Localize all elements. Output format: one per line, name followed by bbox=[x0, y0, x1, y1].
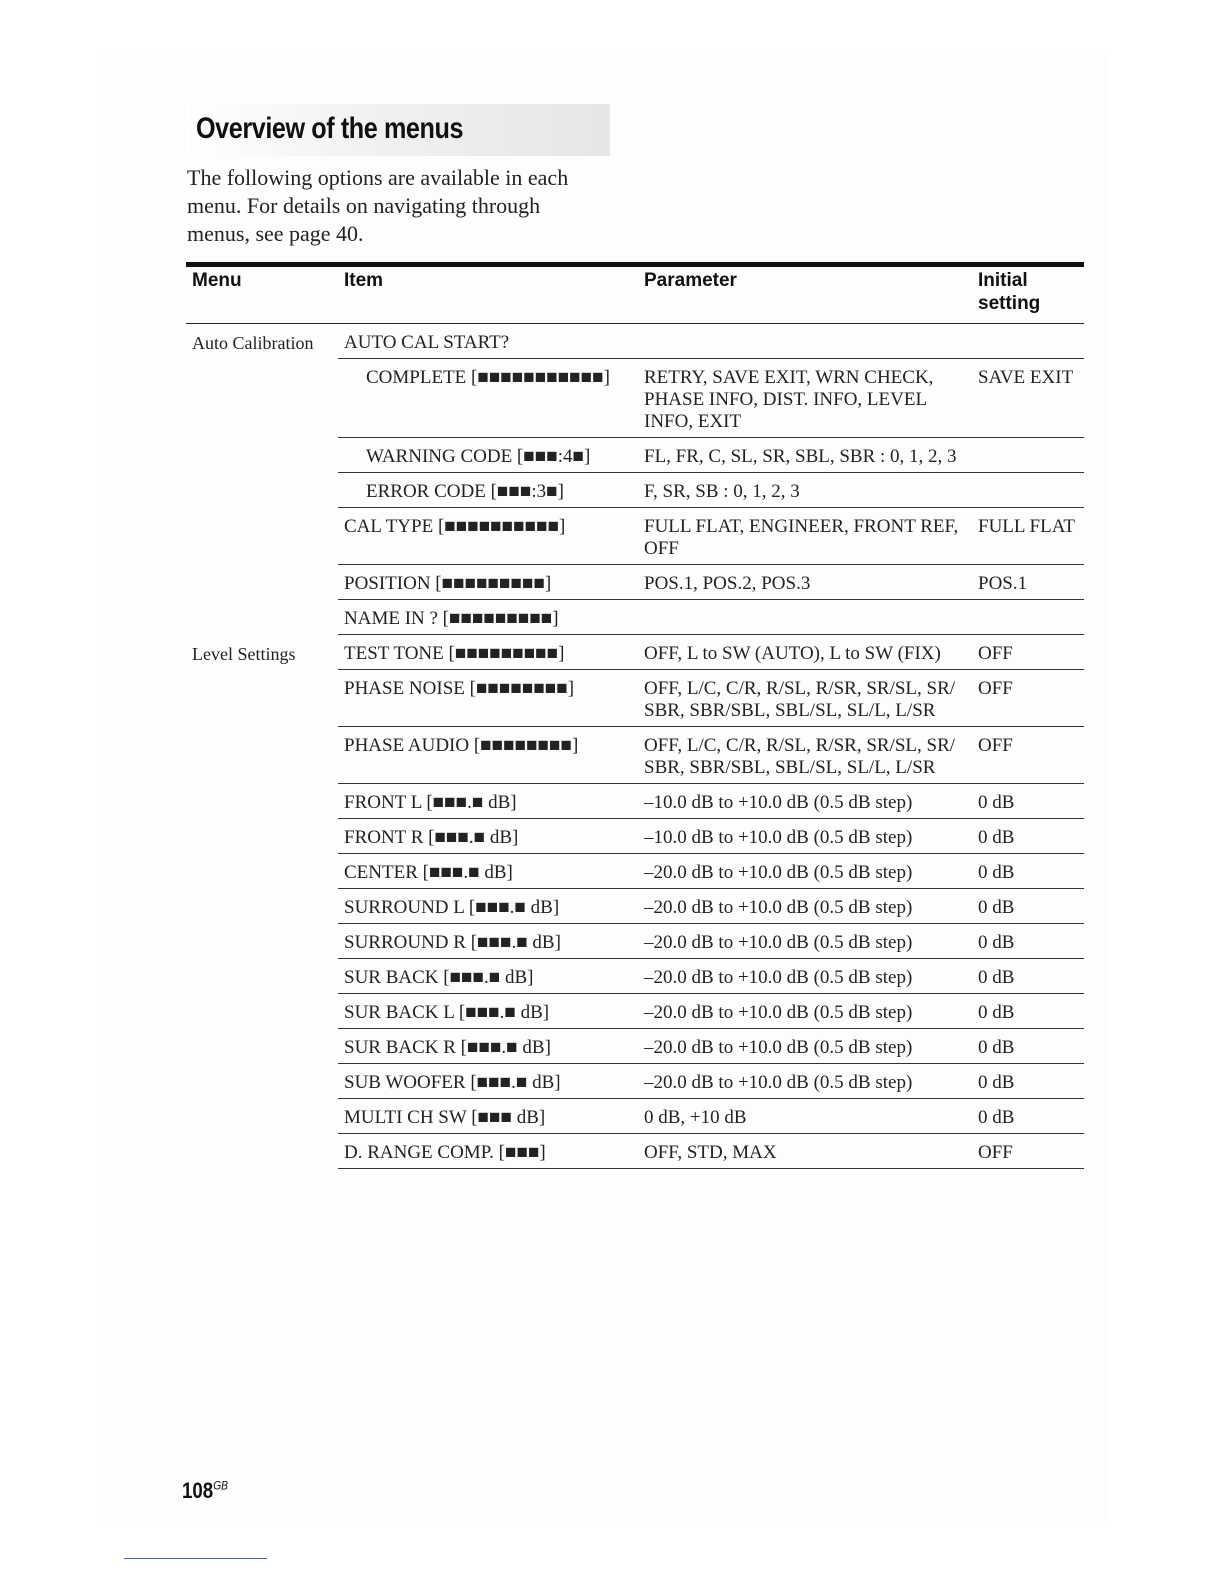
header-initial-setting: Initial setting bbox=[978, 270, 1041, 314]
header-menu: Menu bbox=[192, 270, 242, 291]
table-row bbox=[186, 635, 1084, 670]
item-cell: D. RANGE COMP. [■■■] bbox=[338, 1134, 636, 1169]
parameter-cell: –20.0 dB to +10.0 dB (0.5 dB step) bbox=[636, 924, 976, 959]
parameter-cell: 0 dB, +10 dB bbox=[636, 1099, 976, 1134]
initial-setting-cell: 0 dB bbox=[976, 924, 1084, 959]
item-cell: POSITION [■■■■■■■■■] bbox=[338, 565, 636, 600]
bottom-rule bbox=[124, 1558, 267, 1559]
item-cell: SUR BACK [■■■.■ dB] bbox=[338, 959, 636, 994]
item-cell: COMPLETE [■■■■■■■■■■■] bbox=[338, 359, 636, 438]
parameter-cell: F, SR, SB : 0, 1, 2, 3 bbox=[636, 473, 976, 508]
parameter-cell: FL, FR, C, SL, SR, SBL, SBR : 0, 1, 2, 3 bbox=[636, 438, 976, 473]
initial-setting-cell: 0 dB bbox=[976, 784, 1084, 819]
page-number-suffix: GB bbox=[213, 1478, 228, 1493]
item-cell: ERROR CODE [■■■:3■] bbox=[338, 473, 636, 508]
parameter-cell: OFF, L/C, C/R, R/SL, R/SR, SR/SL, SR/ SBR, SBR/SBL, SBL/SL, SL/L, L/SR bbox=[636, 727, 976, 784]
item-cell: CAL TYPE [■■■■■■■■■■] bbox=[338, 508, 636, 565]
menus-table bbox=[186, 262, 1084, 1169]
item-cell: TEST TONE [■■■■■■■■■] bbox=[338, 635, 636, 670]
initial-setting-cell: OFF bbox=[976, 1134, 1084, 1169]
header-row bbox=[186, 265, 1084, 324]
item-cell: NAME IN ? [■■■■■■■■■] bbox=[338, 600, 636, 635]
initial-setting-cell: OFF bbox=[976, 670, 1084, 727]
intro-paragraph: The following options are available in each menu. For details on navigating through menus, see page 40. bbox=[187, 165, 569, 246]
parameter-cell: –20.0 dB to +10.0 dB (0.5 dB step) bbox=[636, 1064, 976, 1099]
table-body bbox=[186, 324, 1084, 1169]
parameter-cell: POS.1, POS.2, POS.3 bbox=[636, 565, 976, 600]
parameter-cell: –20.0 dB to +10.0 dB (0.5 dB step) bbox=[636, 889, 976, 924]
page-number bbox=[182, 1478, 228, 1504]
parameter-cell: FULL FLAT, ENGINEER, FRONT REF, OFF bbox=[636, 508, 976, 565]
parameter-cell: –10.0 dB to +10.0 dB (0.5 dB step) bbox=[636, 784, 976, 819]
item-cell: AUTO CAL START? bbox=[338, 324, 636, 359]
initial-setting-cell bbox=[976, 438, 1084, 473]
initial-setting-cell: 0 dB bbox=[976, 1029, 1084, 1064]
item-cell: FRONT L [■■■.■ dB] bbox=[338, 784, 636, 819]
item-cell: FRONT R [■■■.■ dB] bbox=[338, 819, 636, 854]
item-cell: SUR BACK R [■■■.■ dB] bbox=[338, 1029, 636, 1064]
table-row bbox=[186, 324, 1084, 359]
initial-setting-cell: 0 dB bbox=[976, 1099, 1084, 1134]
initial-setting-cell: POS.1 bbox=[976, 565, 1084, 600]
initial-setting-cell: 0 dB bbox=[976, 994, 1084, 1029]
item-cell: SURROUND R [■■■.■ dB] bbox=[338, 924, 636, 959]
parameter-cell: –10.0 dB to +10.0 dB (0.5 dB step) bbox=[636, 819, 976, 854]
initial-setting-cell bbox=[976, 600, 1084, 635]
menu-name: Level Settings bbox=[192, 643, 296, 664]
initial-setting-cell: 0 dB bbox=[976, 889, 1084, 924]
initial-setting-cell: 0 dB bbox=[976, 1064, 1084, 1099]
parameter-cell: –20.0 dB to +10.0 dB (0.5 dB step) bbox=[636, 994, 976, 1029]
item-cell: SUB WOOFER [■■■.■ dB] bbox=[338, 1064, 636, 1099]
parameter-cell: –20.0 dB to +10.0 dB (0.5 dB step) bbox=[636, 854, 976, 889]
item-cell: PHASE AUDIO [■■■■■■■■] bbox=[338, 727, 636, 784]
item-cell: SURROUND L [■■■.■ dB] bbox=[338, 889, 636, 924]
parameter-cell: OFF, L to SW (AUTO), L to SW (FIX) bbox=[636, 635, 976, 670]
initial-setting-cell bbox=[976, 473, 1084, 508]
item-cell: CENTER [■■■.■ dB] bbox=[338, 854, 636, 889]
item-cell: WARNING CODE [■■■:4■] bbox=[338, 438, 636, 473]
page-title: Overview of the menus bbox=[196, 112, 464, 145]
initial-setting-cell: OFF bbox=[976, 727, 1084, 784]
initial-setting-cell: 0 dB bbox=[976, 854, 1084, 889]
header-parameter: Parameter bbox=[644, 270, 737, 291]
item-cell: SUR BACK L [■■■.■ dB] bbox=[338, 994, 636, 1029]
parameter-cell: RETRY, SAVE EXIT, WRN CHECK, PHASE INFO, DIST. INFO, LEVEL INFO, EXIT bbox=[636, 359, 976, 438]
header-item: Item bbox=[344, 270, 384, 291]
item-cell: MULTI CH SW [■■■ dB] bbox=[338, 1099, 636, 1134]
parameter-cell: OFF, STD, MAX bbox=[636, 1134, 976, 1169]
parameter-cell: –20.0 dB to +10.0 dB (0.5 dB step) bbox=[636, 959, 976, 994]
initial-setting-cell: 0 dB bbox=[976, 959, 1084, 994]
parameter-cell: OFF, L/C, C/R, R/SL, R/SR, SR/SL, SR/ SBR, SBR/SBL, SBL/SL, SL/L, L/SR bbox=[636, 670, 976, 727]
parameter-cell bbox=[636, 324, 976, 359]
initial-setting-cell: OFF bbox=[976, 635, 1084, 670]
parameter-cell: –20.0 dB to +10.0 dB (0.5 dB step) bbox=[636, 1029, 976, 1064]
initial-setting-cell: FULL FLAT bbox=[976, 508, 1084, 565]
page-number-value: 108 bbox=[182, 1478, 214, 1503]
parameter-cell bbox=[636, 600, 976, 635]
initial-setting-cell: 0 dB bbox=[976, 819, 1084, 854]
initial-setting-cell bbox=[976, 324, 1084, 359]
menu-name: Auto Calibration bbox=[192, 333, 314, 353]
item-cell: PHASE NOISE [■■■■■■■■] bbox=[338, 670, 636, 727]
table-header bbox=[186, 265, 1084, 324]
initial-setting-cell: SAVE EXIT bbox=[976, 359, 1084, 438]
